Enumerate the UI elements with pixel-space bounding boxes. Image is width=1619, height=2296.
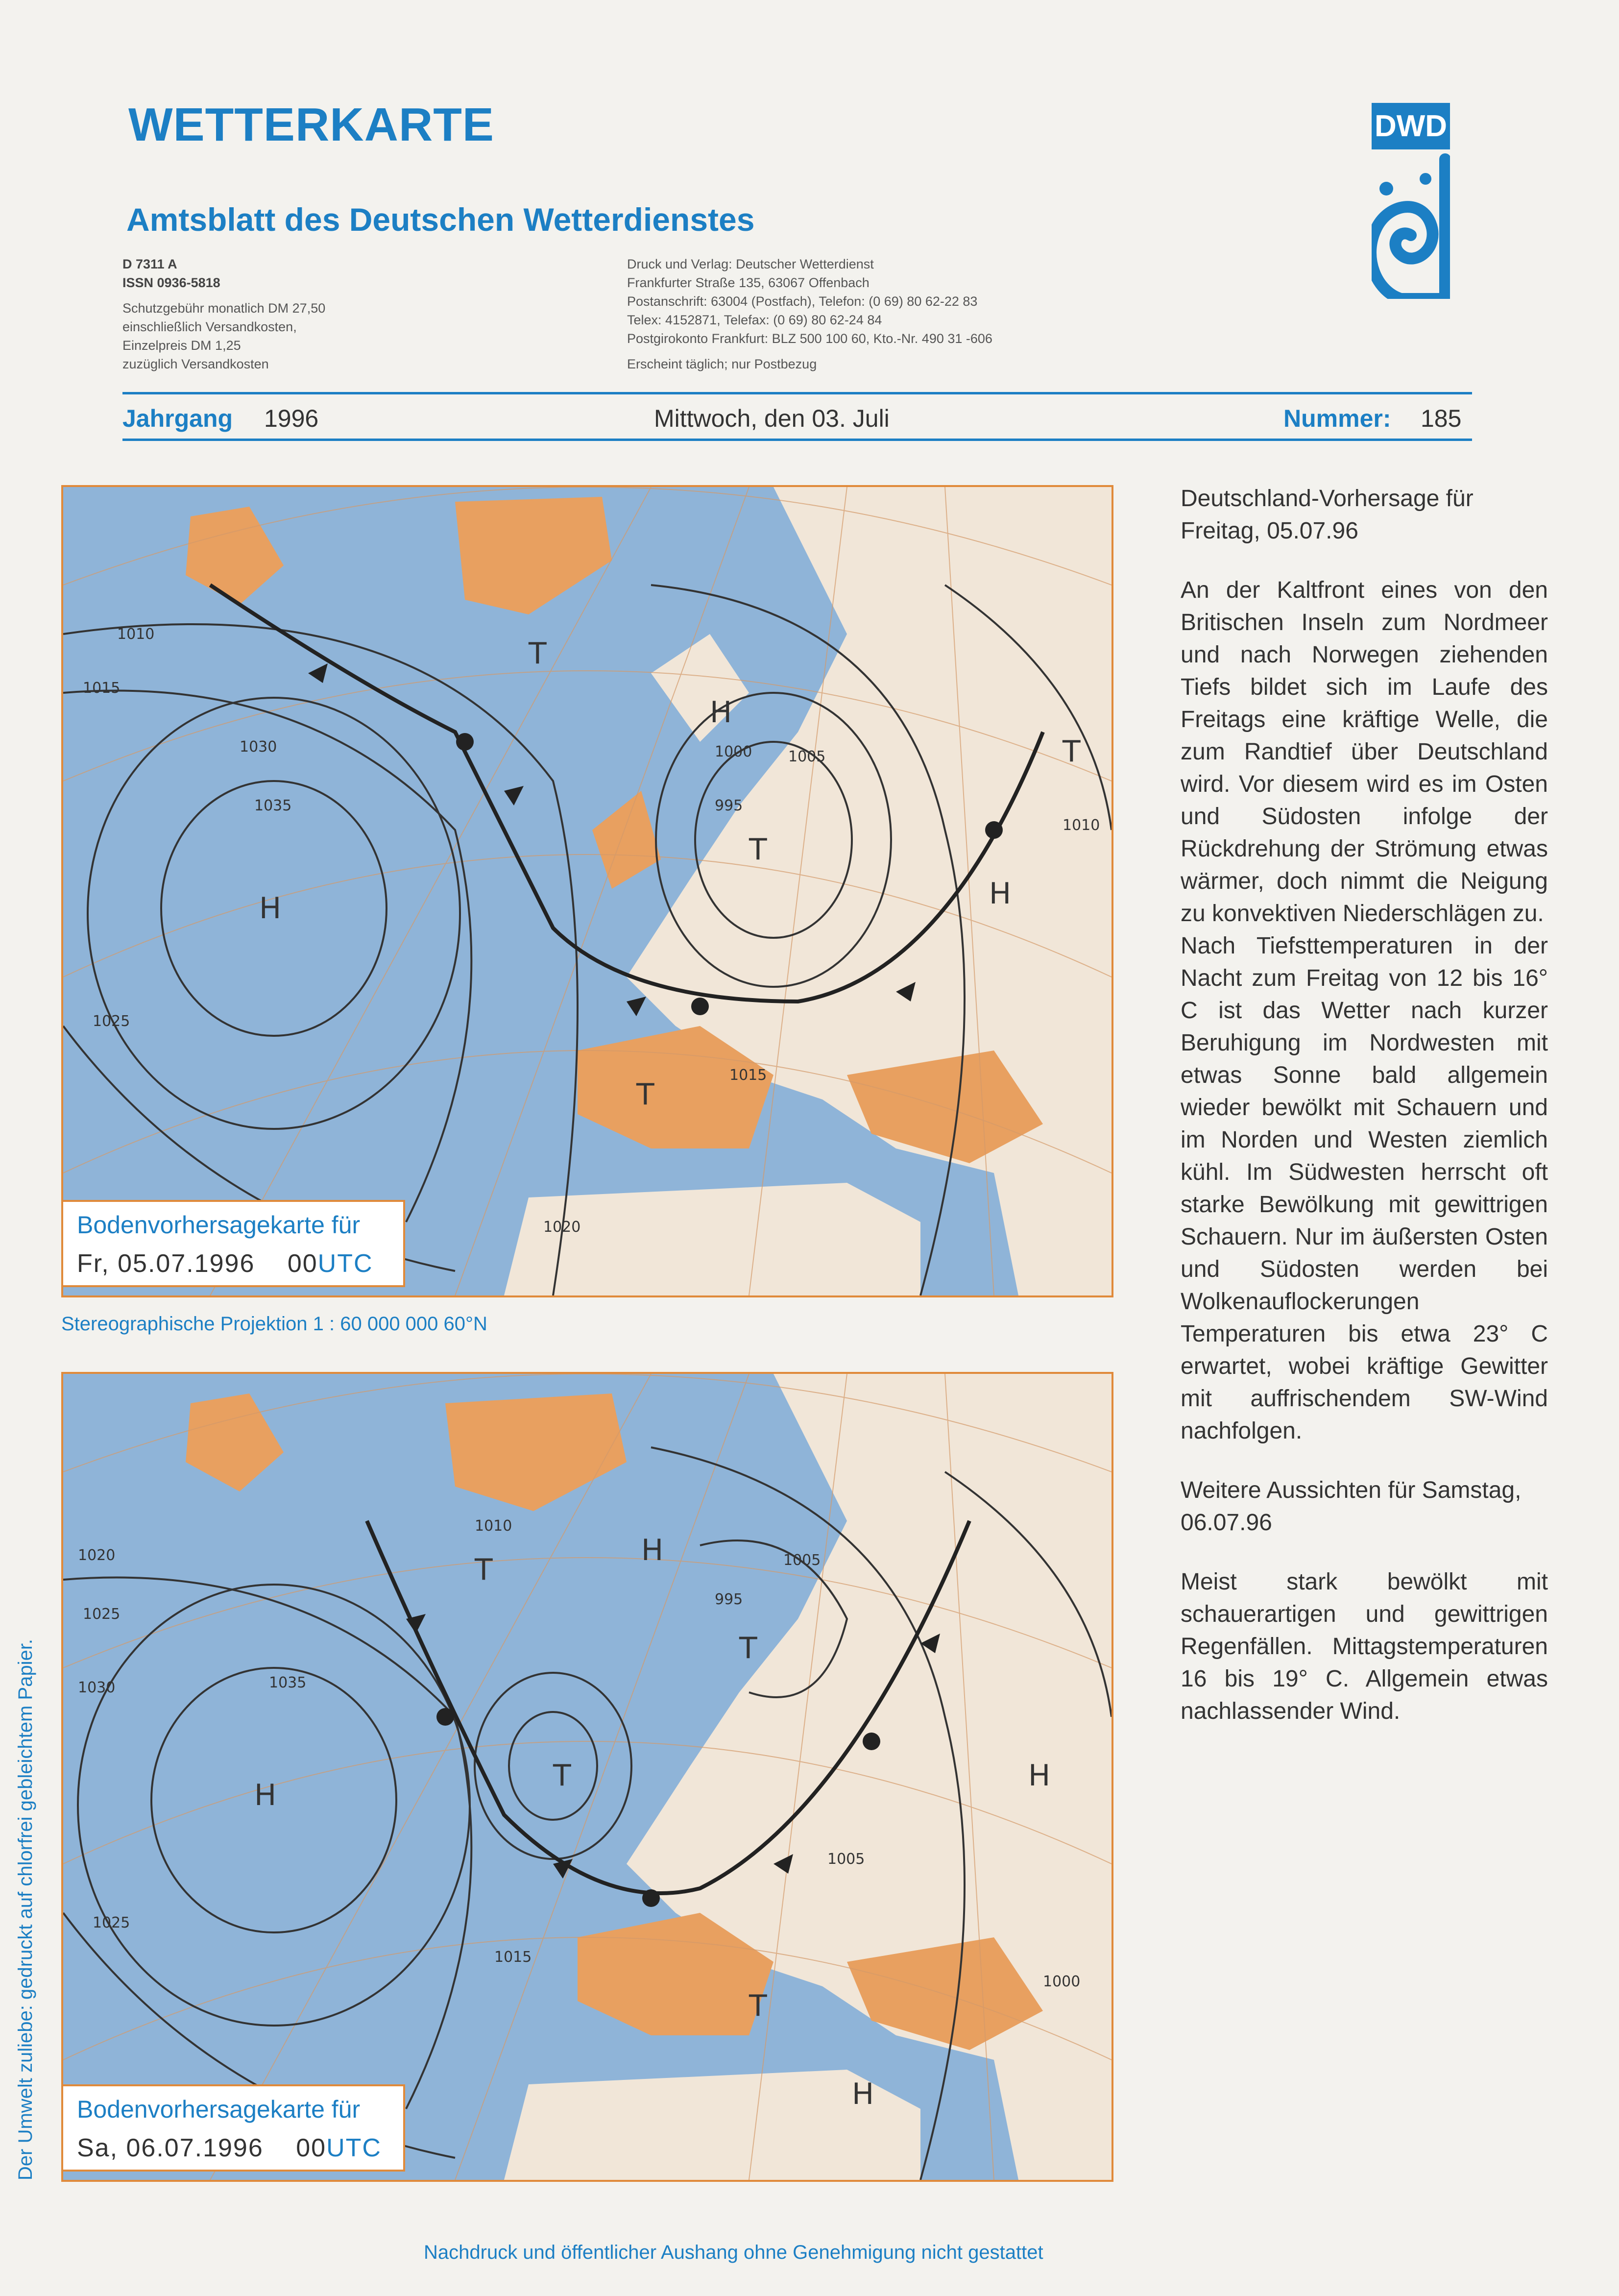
weather-map-friday [61,485,1113,1297]
header-rule-top [122,392,1472,394]
page-subtitle: Amtsblatt des Deutschen Wetterdienstes [126,201,755,238]
forecast-column [1181,483,1548,1728]
isobar-label: 1025 [93,1914,130,1931]
isobar-label: 1020 [543,1219,581,1236]
header-rule-bottom [122,439,1472,441]
publication-code: D 7311 A [122,257,177,271]
pressure-center-label: T [475,1553,493,1587]
pressure-center-label: T [529,636,547,671]
pressure-center-label: H [259,891,282,926]
swirl-icon [1372,149,1450,299]
map-caption-date: Fr, 05.07.1996 [77,1249,255,1278]
forecast-text-2: Nach Tiefsttemperaturen in der Nacht zum Freitag von 12 bis 16° C ist das Wetter nach kurzer Beruhigung im Nordwesten mit etwas Sonne bald allgemein wieder bewölkt mit Schauern und im Norden und Westen ziemlich kühl. Im Südwesten herrscht oft starke Bewölkung mit gewittrigen Schauern. Nur im äußersten Osten und Südosten werden bei Wolkenauflockerungen Temperaturen bis etwa 23° C erwartet, wobei kräftige Gewitter mit auffrischendem SW-Wind nachfolgen. [1181,933,1548,1444]
map-caption-date: Sa, 06.07.1996 [77,2134,264,2162]
isobar-label: 1030 [78,1679,116,1696]
map-graphic [63,1374,1112,2180]
map-caption-utc: UTC [326,2134,382,2162]
isobar-label: 1005 [788,748,826,765]
page-title: WETTERKARTE [128,98,494,151]
isobar-label: 1030 [240,738,277,756]
dwd-logo-text: DWD [1372,103,1450,149]
publisher-line: Frankfurter Straße 135, 63067 Offenbach [627,275,870,290]
year-value: 1996 [264,405,319,432]
issn: ISSN 0936-5818 [122,275,220,290]
publisher-line: Druck und Verlag: Deutscher Wetterdienst [627,257,874,271]
isobar-label: 1000 [715,743,752,760]
isobar-label: 995 [715,1591,743,1608]
isobar-label: 1015 [83,680,121,697]
issue-date: Mittwoch, den 03. Juli [654,405,890,432]
pressure-center-label: H [989,877,1012,911]
number-value: 185 [1421,405,1462,432]
forecast-text-3: Meist stark bewölkt mit schauerartigen und gewittrigen Regenfällen. Mittagstemperaturen 16 bis 19° C. Allgemein etwas nachlassender Wind. [1181,1569,1548,1724]
environment-note-text: Der Umwelt zuliebe: gedruckt auf chlorfrei gebleichtem Papier. [15,1639,36,2180]
map-caption [63,2084,405,2172]
pressure-center-label: H [641,1533,664,1567]
pressure-center-label: T [749,1989,767,2023]
weather-map-saturday [61,1372,1113,2182]
issue-line [122,404,1472,443]
publisher-line: Postgirokonto Frankfurt: BLZ 500 100 60, Kto.-Nr. 490 31 -606 [627,331,992,346]
fee-line: zuzüglich Versandkosten [122,357,269,371]
isobar-label: 1010 [117,626,155,643]
environment-note [15,1465,44,2180]
map-graphic [63,487,1112,1295]
year-label: Jahrgang [122,405,233,432]
isobar-label: 1015 [494,1949,532,1966]
isobar-label: 1015 [729,1067,767,1084]
isobar-label: 1010 [1063,817,1100,834]
pressure-center-label: T [1063,734,1081,769]
pressure-center-label: T [749,832,767,867]
map-caption [63,1200,405,1287]
pressure-center-label: H [852,2077,874,2111]
pressure-center-label: H [710,695,732,730]
forecast-heading-friday: Deutschland-Vorhersage für Freitag, 05.07.96 [1181,486,1474,544]
publisher-line: Erscheint täglich; nur Postbezug [627,357,817,371]
publisher-line: Telex: 4152871, Telefax: (0 69) 80 62-24 84 [627,313,882,327]
fee-line: einschließlich Versandkosten, [122,319,297,334]
isobar-label: 1010 [475,1517,512,1535]
isobar-label: 1035 [269,1674,307,1691]
map-caption-time: 00 [287,1249,318,1278]
isobar-label: 1005 [783,1552,821,1569]
isobar-label: 995 [715,797,743,814]
pressure-center-label: T [636,1077,654,1112]
publication-info-left [122,255,563,373]
map-caption-title: Bodenvorhersagekarte für [77,1211,361,1239]
pressure-center-label: T [553,1759,571,1793]
fee-line: Schutzgebühr monatlich DM 27,50 [122,301,326,316]
forecast-heading-saturday: Weitere Aussichten für Samstag, 06.07.96 [1181,1477,1522,1536]
fee-line: Einzelpreis DM 1,25 [122,338,241,353]
isobar-label: 1020 [78,1547,116,1564]
pressure-center-label: T [739,1631,757,1665]
map-caption-time: 00 [296,2134,327,2162]
map-caption-title: Bodenvorhersagekarte für [77,2096,361,2123]
publisher-line: Postanschrift: 63004 (Postfach), Telefon: (0 69) 80 62-22 83 [627,294,978,309]
number-label: Nummer: [1283,405,1391,432]
map-caption-utc: UTC [317,1249,373,1278]
isobar-label: 1025 [93,1013,130,1030]
pressure-center-label: H [254,1778,277,1812]
dwd-logo [1372,103,1450,299]
forecast-text-1: An der Kaltfront eines von den Britischen Inseln zum Nordmeer und nach Norwegen ziehenden Tiefs bildet sich im Laufe des Freitags eine kräftige Welle, die zum Randtief über Deutschland wird. Vor diesem wird es im Osten und Südosten infolge der Rückdrehung der Strömung etwas wärmer, doch nimmt die Neigung zu konvektiven Niederschlägen zu. [1181,577,1548,927]
pressure-center-label: H [1028,1759,1051,1793]
footer-note: Nachdruck und öffentlicher Aushang ohne Genehmigung nicht gestattet [424,2242,1043,2263]
projection-note: Stereographische Projektion 1 : 60 000 000 60°N [61,1313,487,1335]
isobar-label: 1005 [827,1851,865,1868]
isobar-label: 1000 [1043,1973,1081,1990]
publication-info-right [627,255,1215,373]
isobar-label: 1025 [83,1606,121,1623]
isobar-label: 1035 [254,797,292,814]
